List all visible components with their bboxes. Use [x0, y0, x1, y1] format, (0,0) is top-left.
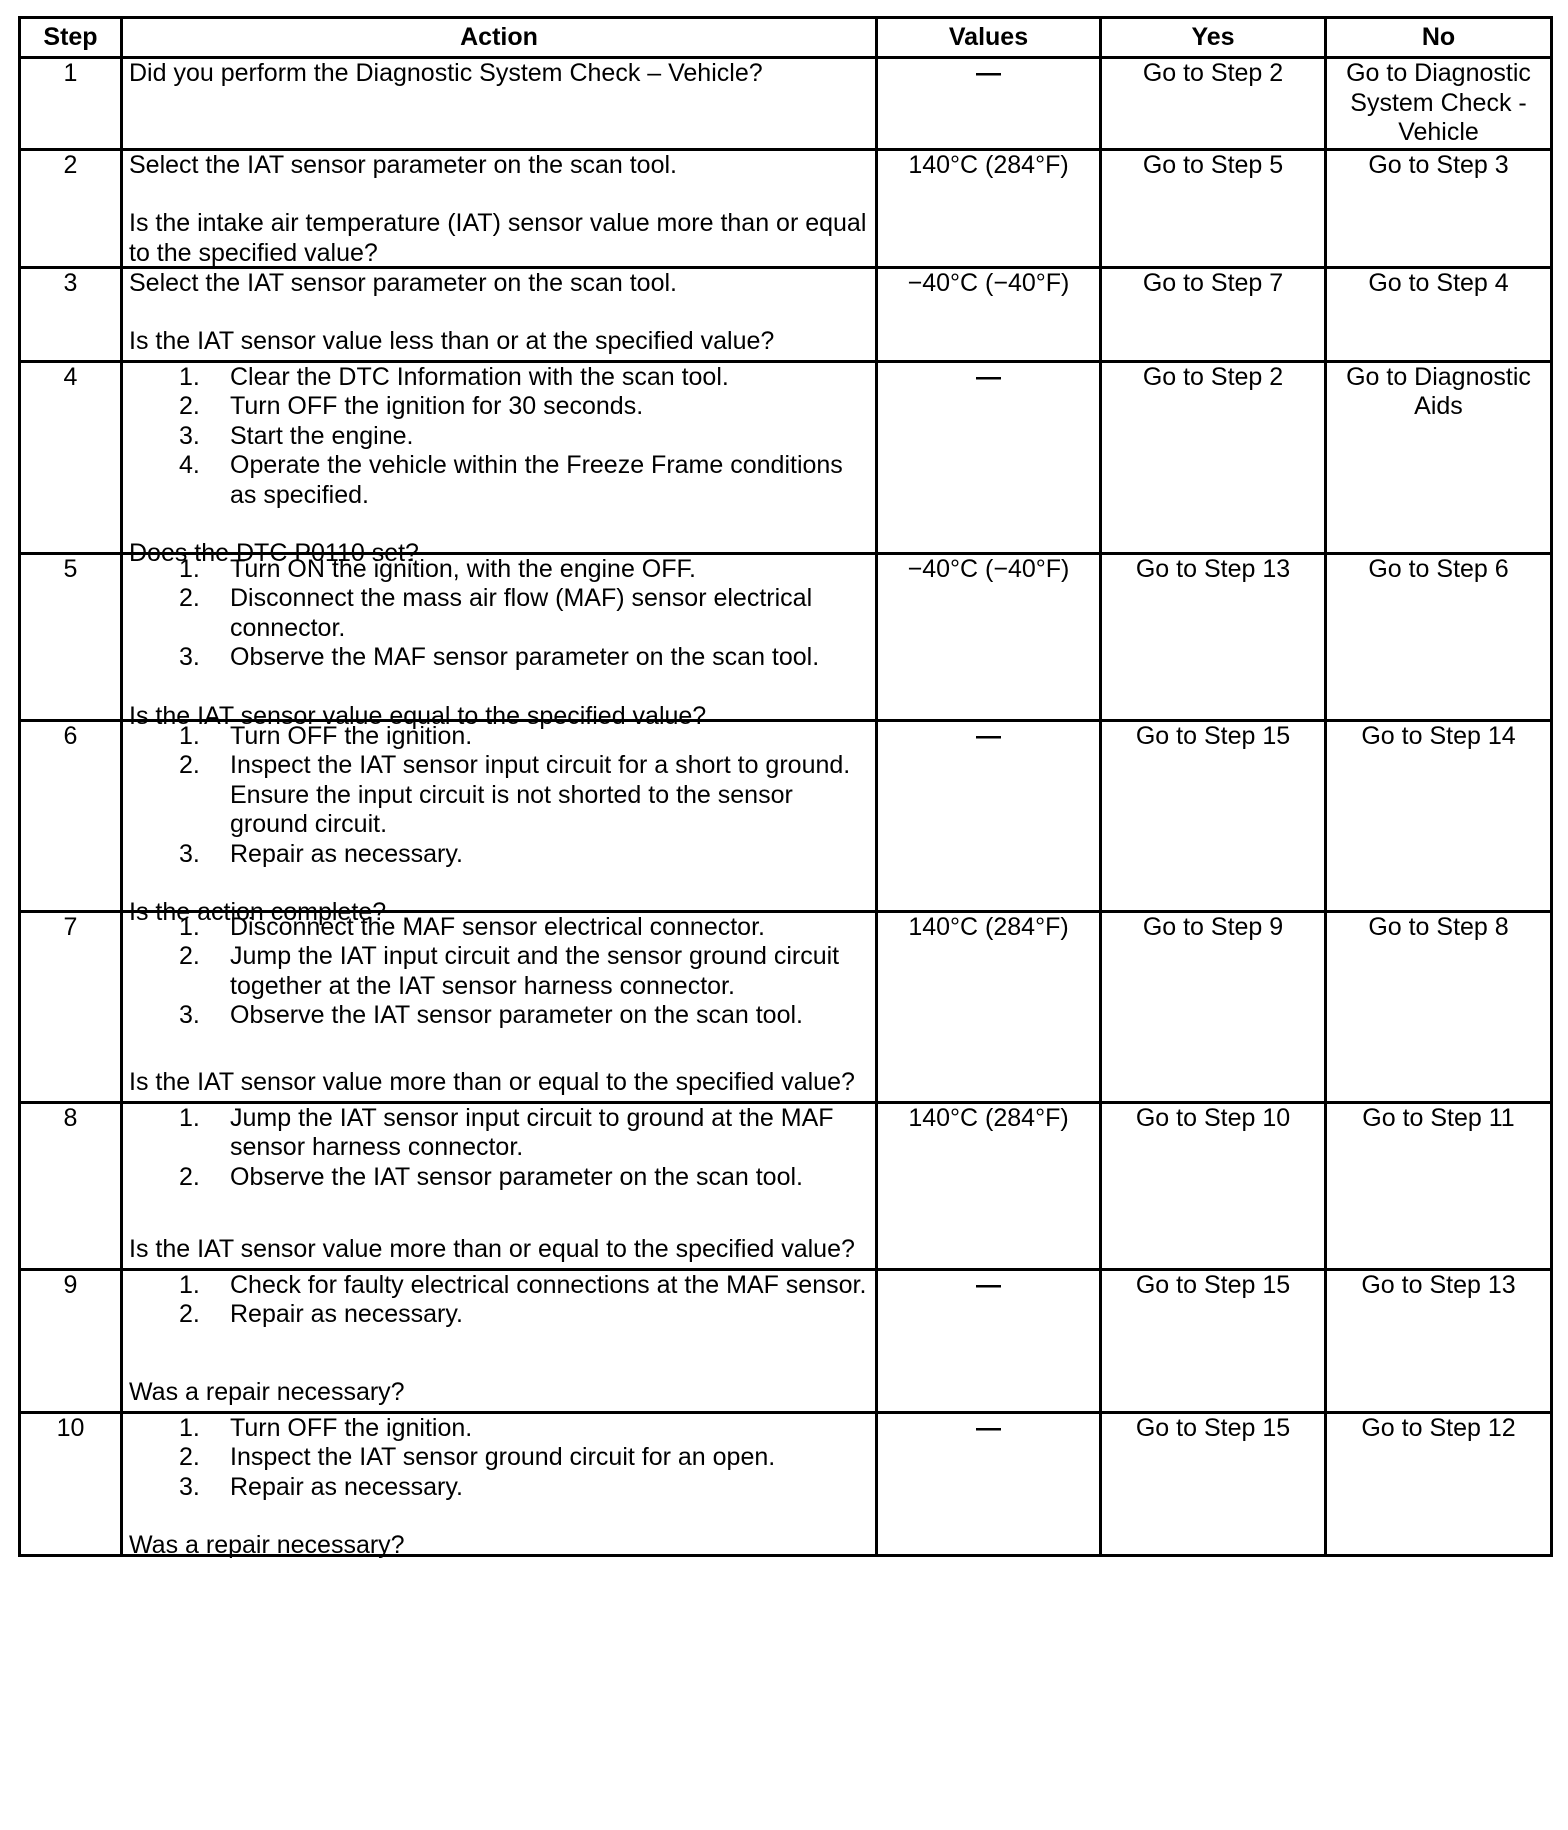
action-step-item: Jump the IAT input circuit and the sensor ground circuit together at the IAT sensor harness connector. — [230, 942, 840, 1000]
action-step-item: Observe the IAT sensor parameter on the scan tool. — [230, 1001, 803, 1029]
value-cell — [877, 1269, 1101, 1412]
value-cell — [877, 1412, 1101, 1555]
action-step-item: Repair as necessary. — [230, 839, 463, 868]
action-body — [129, 363, 869, 511]
table-row — [20, 553, 1552, 720]
action-content — [129, 554, 869, 730]
action-cell — [122, 553, 877, 730]
action-question: Was a repair necessary? — [129, 1378, 405, 1406]
value-dash: — — [976, 721, 1001, 750]
value-cell — [877, 1102, 1101, 1269]
header-action: Action — [122, 18, 877, 58]
table-row — [20, 1412, 1552, 1555]
diagnostic-table — [18, 16, 1553, 1557]
step-number: 5 — [20, 553, 122, 720]
value-text: −40°C (−40°F) — [907, 554, 1070, 583]
yes-cell: Go to Step 2 — [1101, 58, 1326, 150]
value-text: −40°C (−40°F) — [907, 268, 1070, 297]
action-content — [129, 1104, 869, 1265]
no-cell: Go to Step 11 — [1326, 1102, 1552, 1269]
action-step-item: Repair as necessary. — [230, 1472, 463, 1501]
action-intro: Did you perform the Diagnostic System Check – Vehicle? — [129, 59, 763, 87]
action-body — [129, 722, 869, 870]
yes-cell: Go to Step 10 — [1101, 1102, 1326, 1269]
action-question: Is the IAT sensor value less than or at the specified value? — [129, 327, 775, 355]
step-number: 1 — [20, 58, 122, 150]
action-question: Was a repair necessary? — [129, 1531, 405, 1559]
action-cell — [122, 58, 877, 150]
header-values: Values — [877, 18, 1101, 58]
action-cell — [122, 1102, 877, 1269]
action-cell — [122, 1412, 877, 1559]
table-row — [20, 149, 1552, 267]
yes-cell: Go to Step 15 — [1101, 1269, 1326, 1412]
no-cell: Go to Step 4 — [1326, 267, 1552, 361]
action-step-item: Jump the IAT sensor input circuit to ground at the MAF sensor harness connector. — [230, 1103, 834, 1161]
action-intro: Select the IAT sensor parameter on the scan tool. — [129, 268, 677, 297]
yes-cell: Go to Step 5 — [1101, 149, 1326, 267]
yes-cell: Go to Step 7 — [1101, 267, 1326, 361]
table-row — [20, 911, 1552, 1102]
action-body — [129, 151, 869, 181]
no-cell: Go to Step 8 — [1326, 911, 1552, 1102]
action-content — [129, 150, 869, 267]
step-number: 7 — [20, 911, 122, 1102]
no-cell: Go to Step 13 — [1326, 1269, 1552, 1412]
table-row — [20, 1269, 1552, 1412]
value-text: 140°C (284°F) — [908, 912, 1069, 941]
action-step-item: Operate the vehicle within the Freeze Frame conditions as specified. — [230, 451, 843, 509]
action-step-item: Start the engine. — [230, 421, 414, 450]
action-step-item: Clear the DTC Information with the scan tool. — [230, 362, 729, 391]
action-question: Is the IAT sensor value more than or equal to the specified value? — [129, 1068, 855, 1096]
action-cell — [122, 1269, 877, 1412]
action-body — [129, 913, 869, 1031]
value-cell — [877, 553, 1101, 720]
action-step-list — [129, 722, 869, 870]
action-step-item: Observe the MAF sensor parameter on the scan tool. — [230, 643, 820, 671]
action-body — [129, 59, 869, 89]
no-cell: Go to Diagnostic Aids — [1326, 361, 1552, 553]
action-question: Is the IAT sensor value equal to the specified value? — [129, 701, 707, 730]
table-row — [20, 58, 1552, 150]
table-header — [20, 18, 1552, 58]
action-content — [129, 721, 869, 926]
action-step-item: Repair as necessary. — [230, 1300, 463, 1328]
action-cell — [122, 267, 877, 361]
value-dash: — — [976, 1270, 1001, 1299]
action-step-list — [129, 1104, 869, 1193]
action-step-item: Turn OFF the ignition. — [230, 721, 473, 750]
action-question: Is the IAT sensor value more than or equal to the specified value? — [129, 1235, 855, 1263]
table-row — [20, 267, 1552, 361]
header-row — [20, 18, 1552, 58]
value-cell — [877, 720, 1101, 911]
table-row — [20, 720, 1552, 911]
action-body — [129, 1104, 869, 1193]
action-intro: Select the IAT sensor parameter on the scan tool. — [129, 150, 677, 179]
action-cell — [122, 911, 877, 1102]
yes-cell: Go to Step 15 — [1101, 1412, 1326, 1555]
action-cell — [122, 720, 877, 926]
action-question: Is the intake air temperature (IAT) sensor value more than or equal to the specified value? — [129, 209, 867, 267]
yes-cell: Go to Step 13 — [1101, 553, 1326, 720]
action-step-item: Turn ON the ignition, with the engine OFF. — [230, 554, 696, 583]
step-number: 8 — [20, 1102, 122, 1269]
table-row — [20, 1102, 1552, 1269]
header-no: No — [1326, 18, 1552, 58]
action-body — [129, 269, 869, 299]
action-content — [129, 269, 869, 357]
action-step-item: Turn OFF the ignition. — [230, 1413, 473, 1442]
action-step-item: Disconnect the MAF sensor electrical connector. — [230, 912, 765, 941]
step-number: 10 — [20, 1412, 122, 1555]
action-content — [129, 1271, 869, 1408]
value-cell — [877, 267, 1101, 361]
action-step-item: Inspect the IAT sensor ground circuit for an open. — [230, 1443, 776, 1471]
step-number: 2 — [20, 149, 122, 267]
action-step-item: Turn OFF the ignition for 30 seconds. — [230, 392, 644, 420]
no-cell: Go to Step 12 — [1326, 1412, 1552, 1555]
action-body — [129, 1271, 869, 1330]
value-dash: — — [976, 362, 1001, 391]
step-number: 9 — [20, 1269, 122, 1412]
action-content — [129, 362, 869, 567]
step-number: 6 — [20, 720, 122, 911]
step-number: 4 — [20, 361, 122, 553]
header-yes: Yes — [1101, 18, 1326, 58]
action-question: Is the action complete? — [129, 898, 387, 926]
action-step-list — [129, 913, 869, 1031]
action-content — [129, 1413, 869, 1559]
action-content — [129, 913, 869, 1098]
action-body — [129, 555, 869, 673]
action-cell — [122, 361, 877, 567]
no-cell: Go to Diagnostic System Check - Vehicle — [1326, 58, 1552, 150]
value-cell — [877, 58, 1101, 150]
value-dash: — — [976, 1413, 1001, 1442]
value-cell — [877, 911, 1101, 1102]
no-cell: Go to Step 6 — [1326, 553, 1552, 720]
action-step-item: Observe the IAT sensor parameter on the scan tool. — [230, 1162, 803, 1191]
value-dash: — — [976, 59, 1001, 87]
action-step-item: Check for faulty electrical connections at the MAF sensor. — [230, 1270, 867, 1299]
action-step-list — [129, 555, 869, 673]
action-step-item: Disconnect the mass air flow (MAF) sensor electrical connector. — [230, 584, 813, 642]
yes-cell: Go to Step 15 — [1101, 720, 1326, 911]
action-step-item: Inspect the IAT sensor input circuit for a short to ground. Ensure the input circuit is not shorted to the sensor ground circuit. — [230, 751, 851, 838]
action-step-list — [129, 1414, 869, 1503]
action-step-list — [129, 1271, 869, 1330]
header-step: Step — [20, 18, 122, 58]
table-row — [20, 361, 1552, 553]
no-cell: Go to Step 14 — [1326, 720, 1552, 911]
action-content — [129, 59, 869, 137]
yes-cell: Go to Step 2 — [1101, 361, 1326, 553]
action-cell — [122, 149, 877, 267]
action-step-list — [129, 363, 869, 511]
step-number: 3 — [20, 267, 122, 361]
value-cell — [877, 361, 1101, 553]
yes-cell: Go to Step 9 — [1101, 911, 1326, 1102]
value-text: 140°C (284°F) — [908, 150, 1069, 179]
table-body — [20, 58, 1552, 1559]
no-cell: Go to Step 3 — [1326, 149, 1552, 267]
value-cell — [877, 149, 1101, 267]
value-text: 140°C (284°F) — [908, 1103, 1069, 1132]
action-question: Does the DTC P0110 set? — [129, 539, 419, 567]
action-body — [129, 1414, 869, 1503]
